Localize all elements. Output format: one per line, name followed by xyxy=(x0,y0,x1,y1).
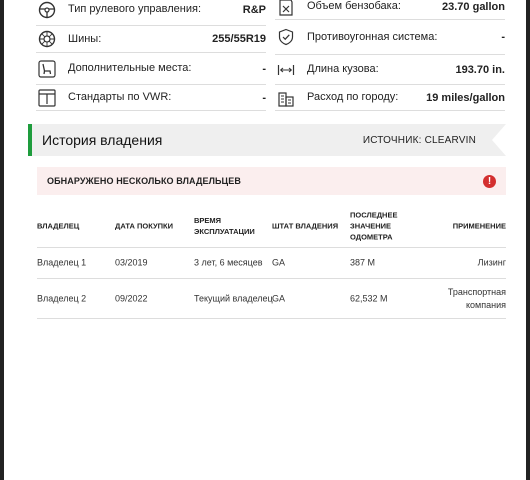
spec-fuel-tank xyxy=(275,0,505,20)
spec-extra-seats xyxy=(36,53,266,85)
owner-cell: Владелец 1 xyxy=(37,257,87,268)
column-header: ПОСЛЕДНЕЕ ЗНАЧЕНИЕ ОДОМЕТРА xyxy=(350,210,398,241)
odometer-cell: 387 M xyxy=(350,257,376,268)
table-header xyxy=(37,204,506,248)
usage-cell: Транспортная компания xyxy=(447,286,506,310)
spec-value: 193.70 in. xyxy=(455,63,505,76)
alert-icon: ! xyxy=(483,175,496,188)
alert-text: ОБНАРУЖЕНО НЕСКОЛЬКО ВЛАДЕЛЬЦЕВ xyxy=(47,176,241,186)
data-source: ИСТОЧНИК: CLEARVIN xyxy=(362,134,476,146)
spec-value: 23.70 gallon xyxy=(442,0,505,13)
purchase-date-cell: 03/2019 xyxy=(115,257,148,268)
owner-cell: Владелец 2 xyxy=(37,293,87,303)
tire-icon xyxy=(36,28,58,50)
column-header: ПРИМЕНЕНИЕ xyxy=(452,221,506,230)
usage-cell: Лизинг xyxy=(477,257,506,268)
spec-antitheft xyxy=(275,20,505,55)
duration-cell: 3 лет, 6 месяцев xyxy=(194,257,263,268)
spec-label: Объем бензобака: xyxy=(307,0,401,12)
purchase-date-cell: 09/2022 xyxy=(115,293,148,303)
header-notch xyxy=(492,124,506,156)
column-header: ВЛАДЕЛЕЦ xyxy=(37,221,80,230)
standards-icon xyxy=(36,87,58,109)
spec-value: R&P xyxy=(242,3,266,16)
state-cell: GA xyxy=(272,293,286,303)
spec-label: Тип рулевого управления: xyxy=(68,3,202,15)
spec-vwr xyxy=(36,85,266,111)
spec-value: - xyxy=(501,31,505,43)
steering-wheel-icon xyxy=(36,0,58,21)
city-icon xyxy=(275,87,297,109)
spec-value: - xyxy=(262,62,266,75)
owners-table xyxy=(37,204,506,319)
column-header: ШТАТ ВЛАДЕНИЯ xyxy=(272,221,339,230)
length-icon xyxy=(275,59,297,81)
state-cell: GA xyxy=(272,257,286,268)
table-row xyxy=(37,248,506,279)
odometer-cell: 62,532 M xyxy=(350,293,388,303)
duration-cell: Текущий владелец xyxy=(194,293,273,303)
spec-value: 19 miles/gallon xyxy=(426,91,505,104)
spec-tires xyxy=(36,26,266,53)
spec-label: Шины: xyxy=(68,32,102,45)
spec-label: Длина кузова: xyxy=(307,63,379,75)
spec-value: - xyxy=(262,91,266,104)
spec-value: 255/55R19 xyxy=(212,33,266,45)
spec-steering xyxy=(36,0,266,26)
spec-body-length xyxy=(275,55,505,85)
spec-label: Расход по городу: xyxy=(307,91,399,103)
shield-icon xyxy=(275,26,297,48)
spec-label: Стандарты по VWR: xyxy=(68,91,172,103)
spec-label: Противоугонная система: xyxy=(307,30,438,43)
spec-label: Дополнительные места: xyxy=(68,62,192,74)
table-row xyxy=(37,279,506,319)
multiple-owners-alert xyxy=(37,167,506,195)
section-title: История владения xyxy=(42,132,163,148)
seat-icon xyxy=(36,58,58,80)
ownership-history-header xyxy=(28,124,506,156)
spec-city-mpg xyxy=(275,85,505,111)
fuel-tank-icon xyxy=(275,0,297,18)
column-header: ДАТА ПОКУПКИ xyxy=(115,221,174,230)
column-header: ВРЕМЯ ЭКСПЛУАТАЦИИ xyxy=(194,215,255,236)
